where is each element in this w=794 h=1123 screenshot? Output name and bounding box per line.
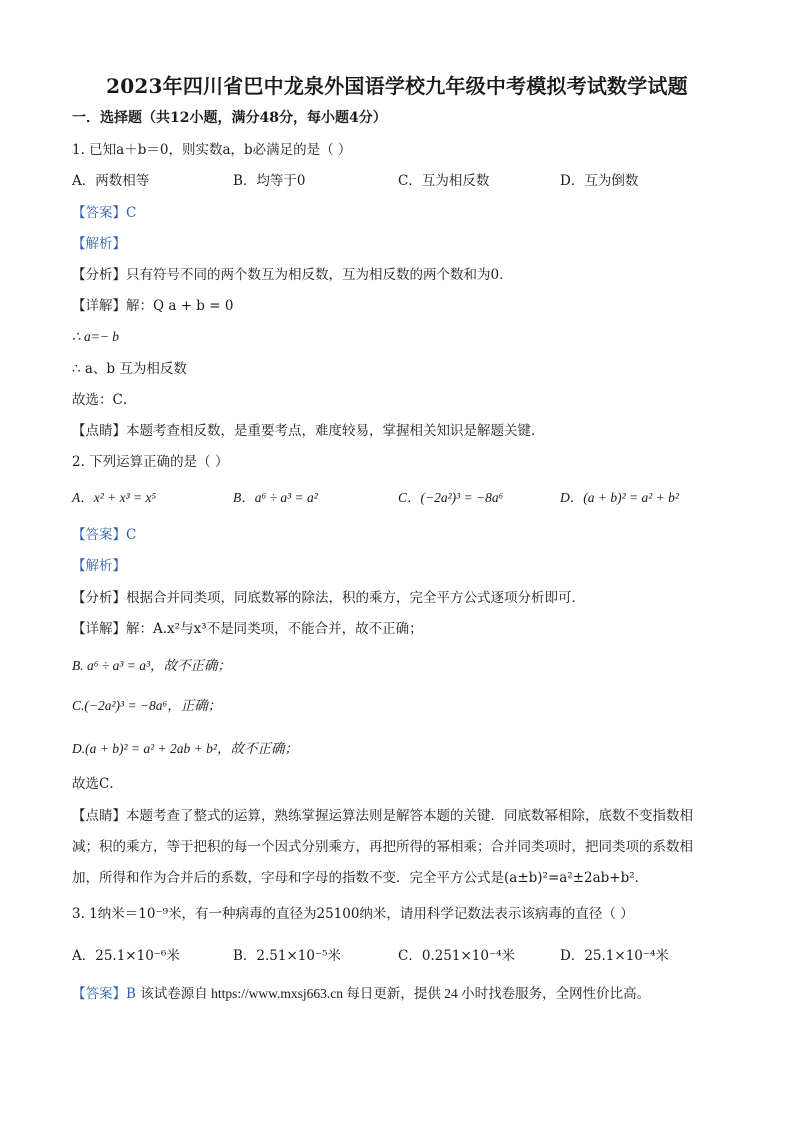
q2-option-b: B．a⁶ ÷ a³ = a² [233,490,318,505]
q1-analysis-tag: 【解析】 [72,236,126,252]
q2-line-c: C.(−2a²)³ = −8a⁶，正确； [72,698,222,713]
q2-line-d: D.(a + b)² = a² + 2ab + b²，故不正确； [72,741,298,756]
q2-option-c: C．(−2a²)³ = −8a⁶ [398,490,504,505]
question-2-stem: 2. 下列运算正确的是（ ） [72,454,229,470]
question-1-stem: 1. 已知a＋b＝0，则实数a，b必满足的是（ ） [72,142,352,158]
q1-fenxi: 【分析】只有符号不同的两个数互为相反数，互为相反数的两个数和为0． [72,267,513,283]
q2-choose: 故选C． [72,776,123,792]
q1-choose: 故选：C． [72,392,137,408]
q1-option-d: D．互为倒数 [560,173,639,189]
q3-option-a: A．25.1×10⁻⁶米 [72,948,180,964]
q2-line-b: B. a⁶ ÷ a³ = a³，故不正确； [72,658,232,673]
q2-option-a: A．x² + x³ = x⁵ [72,490,157,505]
q1-step-1: ∴ a=− b [72,329,120,344]
q1-xiangjie: 【详解】解：Q a + b = 0 [72,298,234,314]
q2-option-d: D．(a + b)² = a² + b² [560,490,679,505]
q3-option-c: C．0.251×10⁻⁴米 [398,948,516,964]
q2-dianjing-2: 减；积的乘方，等于把积的每一个因式分别乘方，再把所得的幂相乘；合并同类项时，把同类项的系数相 [72,839,693,855]
q2-fenxi: 【分析】根据合并同类项，同底数幂的除法，积的乘方，完全平方公式逐项分析即可． [72,590,585,606]
q3-option-d: D．25.1×10⁻⁴米 [560,948,669,964]
q3-option-b: B．2.51×10⁻⁵米 [233,948,342,964]
q1-option-b: B．均等于0 [233,173,306,189]
q1-option-a: A．两数相等 [72,173,150,189]
question-3-stem: 3. 1纳米＝10⁻⁹米，有一种病毒的直径为25100纳米，请用科学记数法表示该病毒的直径（ ） [72,906,634,922]
q2-dianjing-3: 加，所得和作为合并后的系数，字母和字母的指数不变．完全平方公式是(a±b)²=a²±2ab+b²． [72,870,649,886]
source-notice: 该试卷源自 https://www.mxsj663.cn 每日更新，提供 24 小时找卷服务，全网性价比高。 [140,986,651,1001]
section-heading: 一．选择题（共12小题，满分48分，每小题4分） [72,110,387,126]
q2-analysis-tag: 【解析】 [72,558,126,574]
q2-answer: 【答案】C [72,527,137,543]
footer-line [72,982,650,1002]
q2-dianjing-1: 【点睛】本题考查了整式的运算，熟练掌握运算法则是解答本题的关键．同底数幂相除，底数不变指数相 [72,808,693,824]
q1-step-2: ∴ a、b 互为相反数 [72,361,187,377]
q2-xiangjie: 【详解】解：A.x²与x³不是同类项，不能合并，故不正确； [72,621,423,637]
q1-dianjing: 【点睛】本题考查相反数，是重要考点，难度较易，掌握相关知识是解题关键． [72,423,545,439]
q1-answer: 【答案】C [72,205,137,221]
q1-option-c: C．互为相反数 [398,173,490,189]
page-title: 2023年四川省巴中龙泉外国语学校九年级中考模拟考试数学试题 [106,74,688,98]
q3-answer: 【答案】B [72,986,136,1002]
